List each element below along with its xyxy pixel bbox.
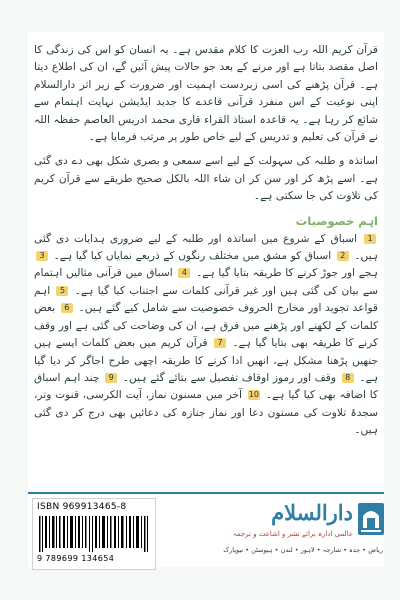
- isbn-barcode: [32, 498, 156, 570]
- back-cover-text: [34, 42, 378, 447]
- intro-paragraph-1: قرآن کریم اللہ رب العزت کا کلام مقدس ہے۔ یہ انسان کو اس کی زندگی کا اصل مقصد بتاتا ہے اور مرنے کے بعد جو حالات پیش آئیں گے، ان کی اطلاع دیتا ہے۔ قرآن پڑھنے کی اسی زبردست اہمیت اور ضرورت کے زیر اثر دارالسلام اپنی نوعیت کے اس منفرد قرآنی قاعدے کا جدید ایڈیشن نہایت اہتمام سے شائع کر رہا ہے۔ یہ قاعدہ استاذ القراء قاری محمد ادریس العاصم حفظہ اللہ نے قرآن کی تعلیم و تدریس کے لیے خاص طور پر مرتب فرمایا ہے۔: [34, 44, 378, 144]
- feature-number-badge: 9: [105, 373, 117, 383]
- feature-number-badge: 7: [214, 338, 226, 348]
- feature-number-badge: 1: [364, 234, 376, 244]
- feature-text: اسباق کے شروع میں اساتذہ اور طلبہ کے لیے ضروری ہدایات دی گئی ہیں۔: [34, 232, 379, 263]
- publisher-logo: [225, 500, 385, 562]
- feature-paragraph: [34, 231, 378, 440]
- intro-paragraph-2: اساتذہ و طلبہ کی سہولت کے لیے اسے سمعی و بصری شکل بھی دے دی گئی ہے۔ اسے پڑھ کر اور سن کر ان شاء اللہ بالکل صحیح طریقے سے قرآن کریم کی تلاوت کی جا سکتی ہے۔: [34, 155, 378, 203]
- divider-line: [28, 492, 384, 494]
- feature-text: آخر میں مسنون نماز، آیت الکرسی، قنوت وتر، سجدۂ تلاوت کی مسنون دعا اور نماز جنازہ کی دعائیں بھی درج کر دی گئی ہیں۔: [34, 389, 378, 437]
- feature-number-badge: 3: [36, 251, 48, 261]
- feature-number-badge: 5: [56, 286, 68, 296]
- barcode-number: 9 789699 134654: [37, 554, 115, 563]
- isbn-label: ISBN 969913465-8: [37, 502, 127, 512]
- feature-number-badge: 8: [342, 373, 354, 383]
- darussalam-logo-icon: [357, 502, 385, 536]
- feature-number-badge: 10: [248, 390, 259, 400]
- publisher-tagline: عالمی ادارہ برائے نشر و اشاعت و ترجمہ: [232, 530, 353, 538]
- feature-text: چند اہم اسباق کا اضافہ بھی کیا گیا ہے۔: [34, 371, 379, 402]
- features-list: [34, 231, 378, 440]
- feature-text: اسباق کو مشق میں مختلف رنگوں کے ذریعے نمایاں کیا گیا ہے۔: [53, 250, 332, 263]
- features-heading: اہم خصوصیات: [295, 213, 378, 228]
- feature-text: وقف اور رموز اوقاف تفصیل سے بتائے گئے ہیں۔: [122, 371, 336, 384]
- feature-number-badge: 6: [61, 303, 73, 313]
- barcode-bars: [39, 516, 149, 552]
- feature-text: قرآن کریم میں بعض کلمات ایسے ہیں جنھیں پڑھنا مشکل ہے، انھیں ادا کرنے کا طریقہ اچھی طرح اجاگر کر دیا گیا ہے۔: [34, 337, 379, 384]
- feature-text: بعض کلمات کے لکھنے اور پڑھنے میں فرق ہے، ان کی وضاحت کی گئی ہے اور وقف کرنے کا طریقہ بھی بتایا گیا ہے۔: [34, 302, 378, 350]
- feature-text: ہجے اور جوڑ کرنے کا طریقہ بتایا گیا ہے۔: [196, 267, 378, 280]
- feature-number-badge: 4: [178, 268, 190, 278]
- feature-number-badge: 2: [337, 251, 349, 261]
- publisher-name: دارالسلام: [271, 500, 353, 525]
- feature-text: اسباق میں قرآنی مثالیں اہتمام سے بیان کی گئی ہیں اور غیر قرآنی کلمات سے اجتناب کیا گیا ہے۔: [34, 267, 378, 297]
- publisher-cities: ریاض • جدہ • شارجہ • لاہور • لندن • ہیوسٹن • نیویارک: [223, 546, 383, 554]
- feature-text: اہم قواعد تجوید اور مخارج الحروف خصوصیت سے شامل کیے گئے ہیں۔: [34, 284, 378, 315]
